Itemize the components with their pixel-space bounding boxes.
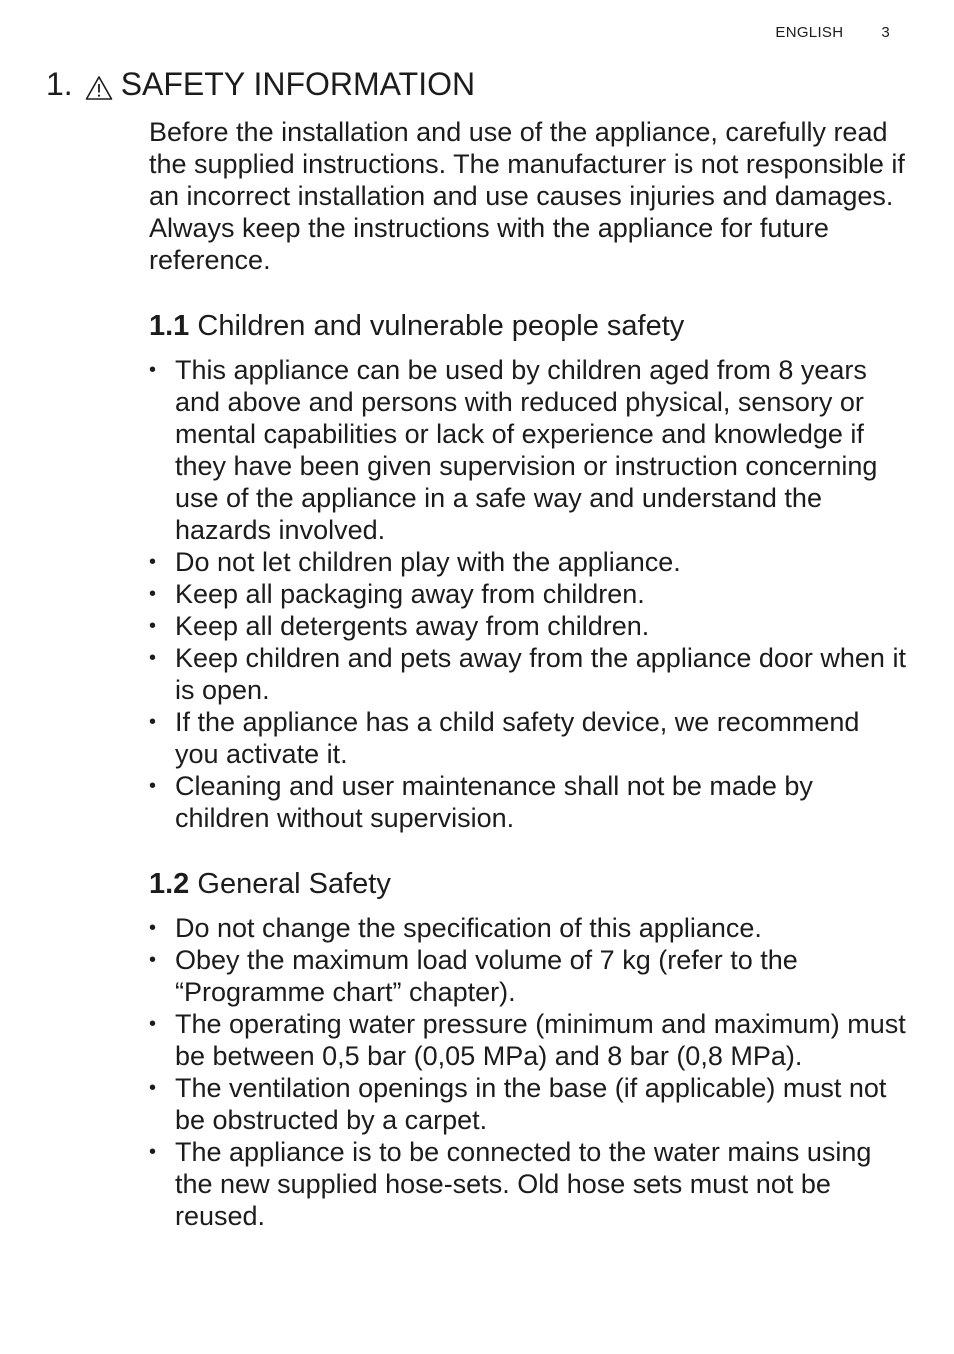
list-item-text: The ventilation openings in the base (if applicable) must not be obstructed by a carpet. bbox=[175, 1073, 887, 1135]
intro-paragraph: Before the installation and use of the appliance, carefully read the supplied instructions. The manufacturer is not responsible if an incorrect installation and use causes injuries and damages. Always keep the instructions with the appliance for future reference. bbox=[149, 117, 905, 275]
subsection-number: 1.2 bbox=[149, 868, 190, 900]
main-content bbox=[149, 116, 909, 1232]
children-safety-list bbox=[149, 354, 909, 834]
list-item-text: This appliance can be used by children aged from 8 years and above and persons with reduced physical, sensory or mental capabilities or lack of experience and knowledge if they have been given supervision or instruction concerning use of the appliance in a safe way and understand the hazards involved. bbox=[175, 355, 878, 545]
running-header bbox=[775, 24, 890, 41]
section-number: 1. bbox=[46, 66, 73, 102]
general-safety-list bbox=[149, 912, 909, 1232]
list-item-text: The operating water pressure (minimum and maximum) must be between 0,5 bar (0,05 MPa) and 8 bar (0,8 MPa). bbox=[175, 1009, 906, 1071]
list-item-text: Do not let children play with the appliance. bbox=[175, 547, 681, 577]
list-item-text: The appliance is to be connected to the water mains using the new supplied hose-sets. Old hose sets must not be reused. bbox=[175, 1137, 872, 1231]
list-item-text: Obey the maximum load volume of 7 kg (refer to the “Programme chart” chapter). bbox=[175, 945, 798, 1007]
list-item: • Do not let children play with the appliance. bbox=[149, 547, 681, 577]
subsection-heading-general-safety bbox=[149, 866, 909, 902]
list-item: • Keep children and pets away from the appliance door when it is open. bbox=[149, 643, 906, 705]
list-item-text: Keep all packaging away from children. bbox=[175, 579, 645, 609]
list-item-text: Do not change the specification of this appliance. bbox=[175, 913, 762, 943]
subsection-title: General Safety bbox=[197, 868, 391, 900]
list-item: • The appliance is to be connected to the water mains using the new supplied hose-sets. Old hose sets must not be reused. bbox=[149, 1137, 872, 1231]
list-item: • If the appliance has a child safety device, we recommend you activate it. bbox=[149, 707, 860, 769]
list-item-text: Cleaning and user maintenance shall not be made by children without supervision. bbox=[175, 771, 813, 833]
list-item-text: If the appliance has a child safety device, we recommend you activate it. bbox=[175, 707, 860, 769]
list-item-text: Keep children and pets away from the appliance door when it is open. bbox=[175, 643, 906, 705]
subsection-title: Children and vulnerable people safety bbox=[197, 310, 685, 342]
list-item: • Cleaning and user maintenance shall not be made by children without supervision. bbox=[149, 771, 813, 833]
list-item: • Keep all detergents away from children. bbox=[149, 611, 650, 641]
page-number: 3 bbox=[881, 24, 890, 41]
language-label: ENGLISH bbox=[775, 24, 844, 41]
section-title: SAFETY INFORMATION bbox=[120, 66, 476, 102]
list-item: • This appliance can be used by children aged from 8 years and above and persons with reduced physical, sensory or mental capabilities or lack of experience and knowledge if they have been given supervision or instruction concerning use of the appliance in a safe way and understand the hazards involved. bbox=[149, 355, 878, 545]
list-item: • Keep all packaging away from children. bbox=[149, 579, 645, 609]
section-heading-safety-information bbox=[46, 66, 475, 103]
subsection-number: 1.1 bbox=[149, 310, 190, 342]
warning-triangle-icon bbox=[85, 72, 113, 98]
subsection-heading-children-safety bbox=[149, 308, 909, 344]
list-item: • Do not change the specification of this appliance. bbox=[149, 913, 762, 943]
list-item: • Obey the maximum load volume of 7 kg (refer to the “Programme chart” chapter). bbox=[149, 945, 798, 1007]
list-item-text: Keep all detergents away from children. bbox=[175, 611, 650, 641]
list-item: • The ventilation openings in the base (if applicable) must not be obstructed by a carpet. bbox=[149, 1073, 887, 1135]
list-item: • The operating water pressure (minimum and maximum) must be between 0,5 bar (0,05 MPa) and 8 bar (0,8 MPa). bbox=[149, 1009, 906, 1071]
